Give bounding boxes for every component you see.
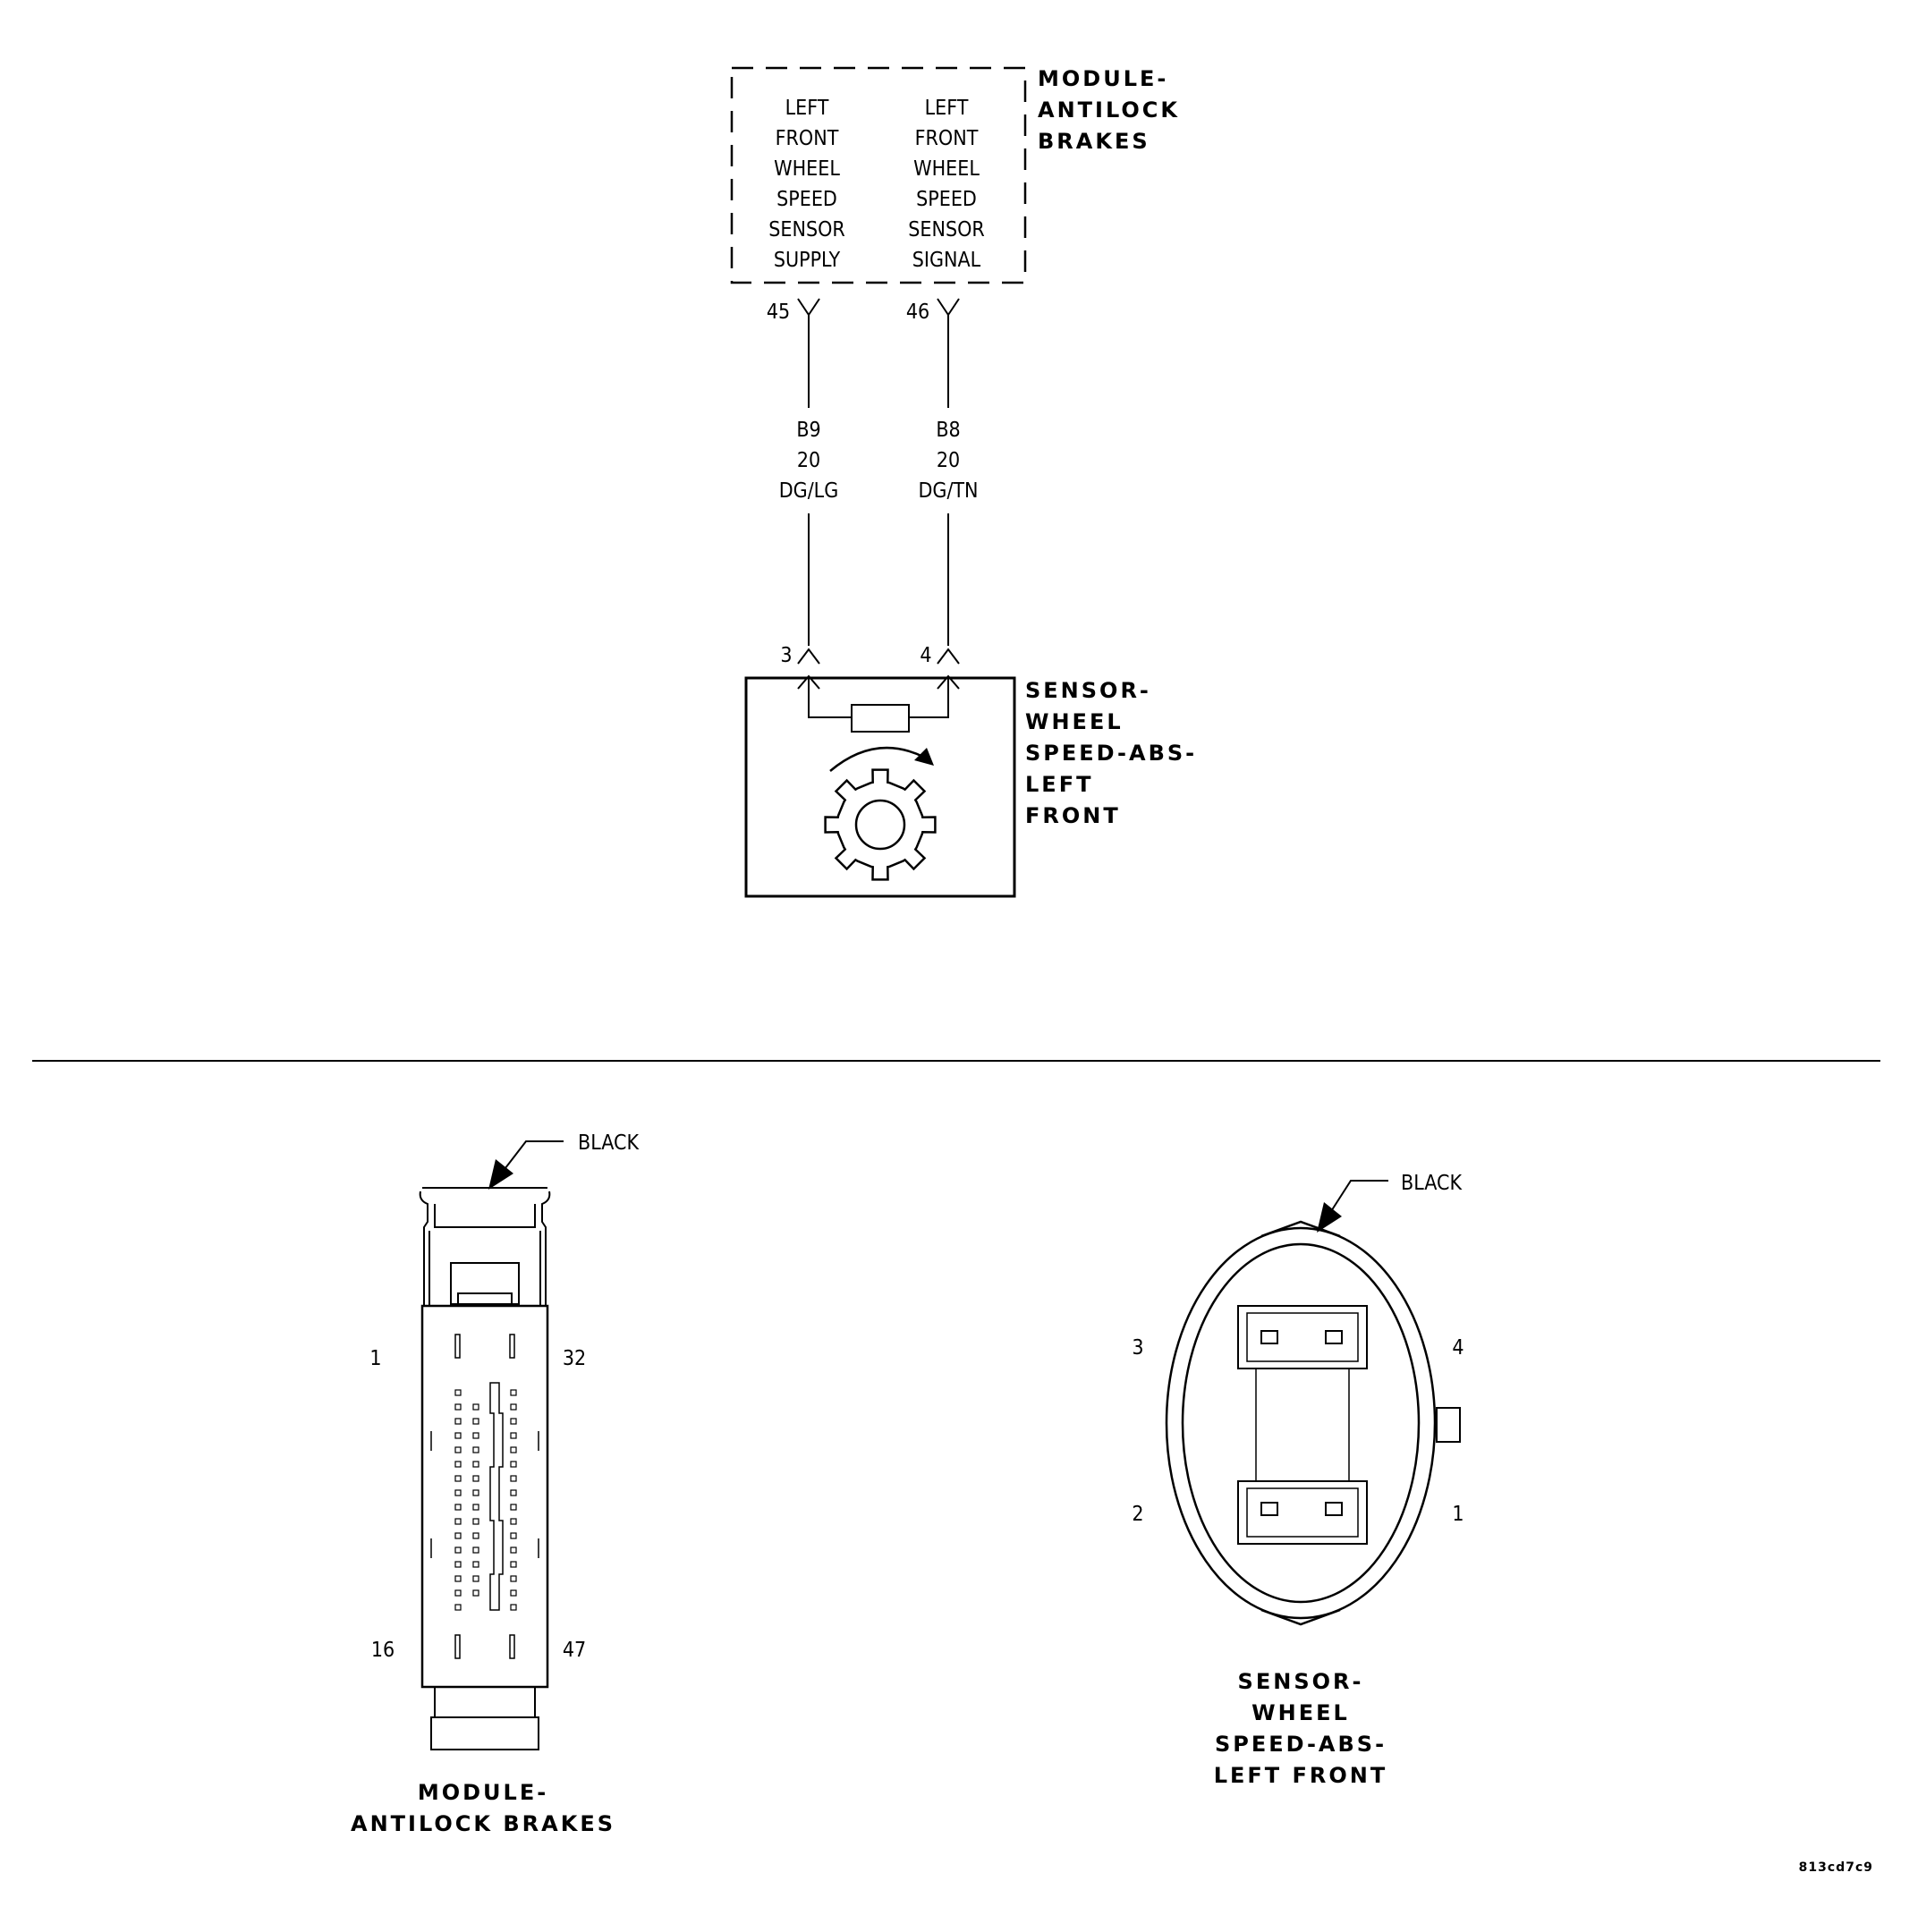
func-signal-line-6: SIGNAL <box>912 249 981 272</box>
func-signal-line-5: SENSOR <box>908 218 985 242</box>
sensor-title-line-5: FRONT <box>1025 803 1121 828</box>
sensor-connector-color: BLACK <box>1401 1172 1463 1195</box>
wheel-speed-sensor <box>746 676 1197 896</box>
module-title-line-1: MODULE- <box>1038 66 1169 91</box>
sensor-title-line-2: WHEEL <box>1025 709 1124 734</box>
sensor-cavity-4 <box>1326 1331 1342 1343</box>
func-supply-line-4: SPEED <box>776 188 837 211</box>
sensor-title-line-3: SPEED-ABS- <box>1025 741 1198 766</box>
rotation-arrowhead-icon <box>914 748 934 766</box>
sensor-resistor-icon <box>852 705 909 732</box>
sensor-connector-caption-line-3: SPEED-ABS- <box>1214 1732 1387 1757</box>
module-connector-cavity <box>473 1504 479 1510</box>
module-connector-cavity <box>455 1562 461 1567</box>
func-signal-line-3: WHEEL <box>913 157 980 181</box>
func-supply-line-1: LEFT <box>785 97 829 120</box>
wire-signal <box>906 299 979 667</box>
func-supply-line-5: SENSOR <box>768 218 845 242</box>
gear-hub-icon <box>856 801 904 849</box>
module-connector-cavity <box>455 1447 461 1453</box>
module-connector-caption <box>351 1780 615 1836</box>
module-connector-cavity <box>473 1519 479 1524</box>
module-connector-cavity <box>511 1462 516 1467</box>
module-connector-cavity <box>455 1533 461 1538</box>
module-connector-cavity <box>511 1447 516 1453</box>
sensor-title-line-1: SENSOR- <box>1025 678 1151 703</box>
module-connector-cavity <box>455 1419 461 1424</box>
sensor-cavity-1 <box>1326 1503 1342 1515</box>
module-connector-cavity <box>511 1605 516 1610</box>
module-connector-cavity <box>473 1462 479 1467</box>
module-connector-cavity <box>511 1476 516 1481</box>
wire-supply <box>767 299 838 667</box>
module-connector-pin-16: 16 <box>370 1639 395 1662</box>
module-connector-cavity <box>511 1433 516 1438</box>
wire-supply-gauge: 20 <box>796 449 821 472</box>
module-connector-cavity <box>455 1605 461 1610</box>
module-connector-cavity <box>511 1590 516 1596</box>
module-pin-46: 46 <box>905 301 930 324</box>
wire-supply-color: DG/LG <box>778 479 839 503</box>
sensor-connector-view <box>1132 1172 1464 1788</box>
module-connector-cavity <box>511 1576 516 1581</box>
module-title-line-2: ANTILOCK <box>1038 97 1181 123</box>
module-connector-cavity <box>511 1547 516 1553</box>
module-connector-cavity <box>473 1590 479 1596</box>
sensor-title <box>1025 678 1197 828</box>
module-connector-pin-47: 47 <box>562 1639 587 1662</box>
module-connector-callout <box>488 1131 639 1190</box>
wire-signal-color: DG/TN <box>918 479 979 503</box>
module-connector-cavity <box>511 1533 516 1538</box>
sensor-pin-4-internal <box>909 676 959 717</box>
module-connector-cavity <box>455 1462 461 1467</box>
sensor-connector-pin-2: 2 <box>1132 1503 1144 1526</box>
gear-icon <box>826 770 936 880</box>
rotation-arrow-icon <box>830 748 923 771</box>
module-connector-cavity <box>455 1504 461 1510</box>
sensor-pin-3-terminal <box>798 649 819 664</box>
sensor-connector-callout <box>1317 1172 1462 1233</box>
module-connector-cavity <box>473 1419 479 1424</box>
module-connector-cavity <box>511 1490 516 1496</box>
wire-signal-circuit: B8 <box>936 419 961 442</box>
sensor-cavity-3 <box>1261 1331 1277 1343</box>
module-connector-cavity <box>455 1490 461 1496</box>
module-pin-46-terminal <box>938 299 959 322</box>
sensor-connector-pin-3: 3 <box>1132 1336 1144 1360</box>
module-connector-pin-32: 32 <box>562 1347 587 1370</box>
sensor-connector-body <box>1167 1222 1460 1624</box>
module-pin-45-terminal <box>798 299 819 322</box>
module-connector-cavity <box>455 1547 461 1553</box>
module-connector-color: BLACK <box>578 1131 640 1155</box>
module-connector-cavity <box>473 1447 479 1453</box>
abs-module <box>732 66 1180 283</box>
module-func-supply <box>768 97 845 272</box>
wire-supply-circuit: B9 <box>796 419 821 442</box>
sensor-title-line-4: LEFT <box>1025 772 1094 797</box>
module-connector-caption-line-1: MODULE- <box>417 1780 549 1805</box>
sensor-connector-caption-line-1: SENSOR- <box>1237 1669 1364 1694</box>
module-connector-cavity <box>455 1404 461 1410</box>
module-connector-cavity <box>473 1433 479 1438</box>
sensor-connector-caption <box>1214 1669 1388 1788</box>
module-connector-cavity <box>511 1390 516 1395</box>
module-connector-cavity <box>455 1390 461 1395</box>
sensor-pin-4: 4 <box>920 644 932 667</box>
module-connector-cavity <box>473 1576 479 1581</box>
module-connector-pin-1: 1 <box>369 1347 382 1370</box>
sensor-connector-caption-line-4: LEFT FRONT <box>1213 1763 1388 1788</box>
module-connector-cavity <box>473 1533 479 1538</box>
module-pin-45: 45 <box>766 301 791 324</box>
module-connector-cavity <box>455 1433 461 1438</box>
module-connector-cavity <box>473 1562 479 1567</box>
func-signal-line-2: FRONT <box>914 127 979 150</box>
module-connector-cavities <box>455 1390 516 1610</box>
module-connector-cavity <box>511 1419 516 1424</box>
module-func-signal <box>908 97 985 272</box>
module-connector-cavity <box>473 1476 479 1481</box>
func-signal-line-4: SPEED <box>916 188 977 211</box>
module-connector-cavity <box>511 1504 516 1510</box>
module-connector-cavity <box>511 1519 516 1524</box>
module-connector-body <box>420 1188 550 1750</box>
module-connector-cavity <box>455 1590 461 1596</box>
module-title-line-3: BRAKES <box>1038 129 1150 154</box>
drawing-id: 813cd7c9 <box>1798 1860 1873 1875</box>
func-supply-line-6: SUPPLY <box>773 249 841 272</box>
module-connector-cavity <box>455 1576 461 1581</box>
wire-signal-gauge: 20 <box>936 449 961 472</box>
sensor-pin-3-internal <box>798 676 852 717</box>
module-connector-cavity <box>511 1562 516 1567</box>
module-title <box>1038 66 1180 154</box>
module-connector-cavity <box>473 1404 479 1410</box>
func-supply-line-3: WHEEL <box>774 157 840 181</box>
func-supply-line-2: FRONT <box>775 127 839 150</box>
module-connector-slots <box>431 1335 539 1658</box>
module-connector-caption-line-2: ANTILOCK BRAKES <box>351 1811 615 1836</box>
sensor-pin-3: 3 <box>780 644 793 667</box>
module-connector-cavity <box>455 1476 461 1481</box>
sensor-pin-4-terminal <box>938 649 959 664</box>
sensor-connector-pin-1: 1 <box>1452 1503 1464 1526</box>
sensor-cavity-2 <box>1261 1503 1277 1515</box>
func-signal-line-1: LEFT <box>924 97 969 120</box>
module-connector-view <box>351 1131 639 1836</box>
module-connector-cavity <box>511 1404 516 1410</box>
module-connector-cavity <box>455 1519 461 1524</box>
sensor-connector-caption-line-2: WHEEL <box>1251 1700 1350 1725</box>
module-connector-cavity <box>473 1547 479 1553</box>
sensor-connector-pin-4: 4 <box>1452 1336 1464 1360</box>
module-connector-cavity <box>473 1490 479 1496</box>
